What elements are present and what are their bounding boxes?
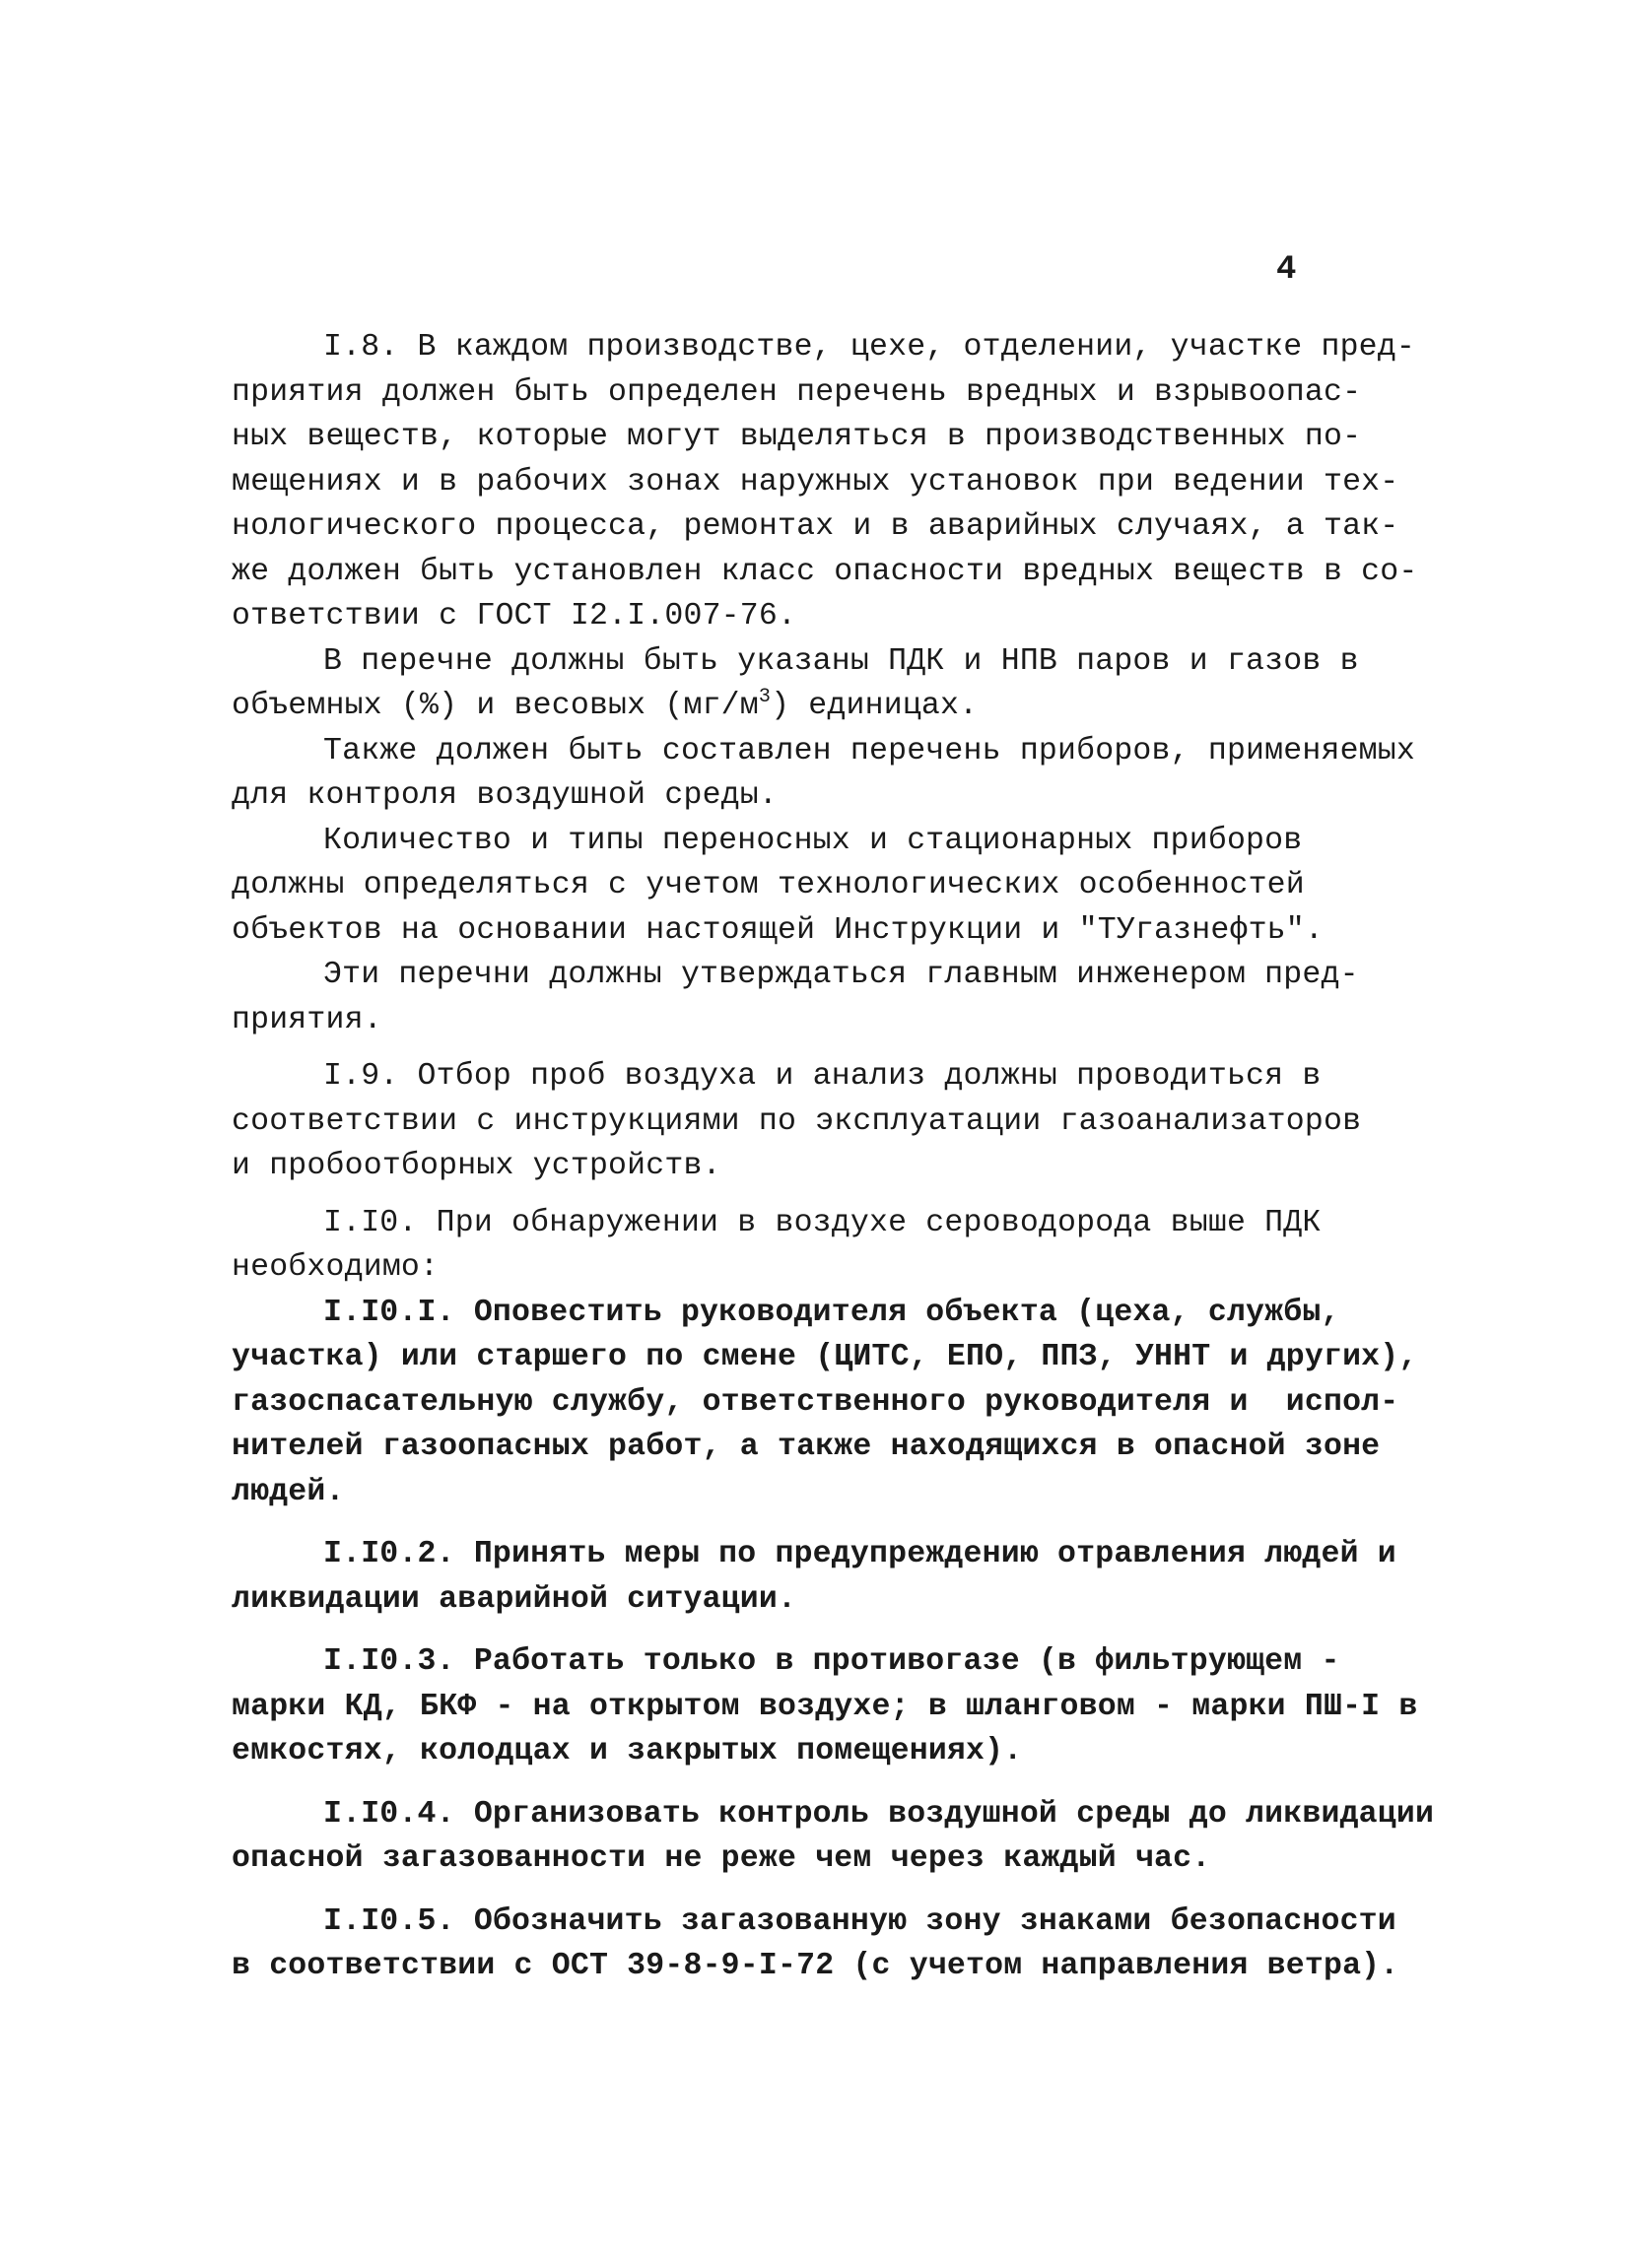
text-line: ликвидации аварийной ситуации. [232, 1581, 797, 1617]
text-line: I.I0.3. Работать только в противогазе (в фильтрующем - [323, 1644, 1340, 1679]
text-fragment: ) единицах. [771, 689, 979, 723]
text-line: мещениях и в рабочих зонах наружных установок при ведении тех- [232, 464, 1399, 500]
text-line: Количество и типы переносных и стационарных приборов [323, 823, 1303, 858]
text-line: нологического процесса, ремонтах и в аварийных случаях, а так- [232, 509, 1399, 544]
text-line: приятия. [232, 1002, 382, 1037]
text-line: I.9. Отбор проб воздуха и анализ должны проводиться в [323, 1059, 1322, 1094]
paragraph-1-8 [232, 325, 1418, 639]
text-line: Эти перечни должны утверждаться главным инженером пред- [323, 958, 1359, 992]
text-line [232, 684, 1385, 729]
paragraph-1-10-5 [232, 1900, 1399, 1989]
paragraph-1-10-3 [232, 1639, 1418, 1774]
text-line: I.I0. При обнаружении в воздухе сероводорода выше ПДК [323, 1205, 1322, 1240]
paragraph-list-contents [232, 639, 1385, 729]
text-line: необходимо: [232, 1250, 440, 1285]
text-fragment: объемных (%) и весовых (мг/м [232, 689, 759, 723]
paragraph-devices [232, 729, 1415, 819]
text-line: I.I0.I. Оповестить руководителя объекта (цеха, службы, [323, 1295, 1340, 1330]
paragraph-approve [232, 953, 1385, 1042]
paragraph-1-10-2 [232, 1532, 1396, 1622]
superscript: 3 [758, 686, 772, 708]
text-line: участка) или старшего по смене (ЦИТС, ЕПО, ППЗ, УННТ и других), [232, 1340, 1418, 1374]
text-line: ных веществ, которые могут выделяться в производственных по- [232, 420, 1362, 454]
text-line: должны определяться с учетом технологических особенностей [232, 868, 1305, 902]
text-line: приятия должен быть определен перечень вредных и взрывоопас- [232, 374, 1362, 410]
text-line: емкостях, колодцах и закрытых помещениях). [232, 1734, 1023, 1768]
text-line: газоспасательную службу, ответственного руководителя и испол- [232, 1384, 1399, 1420]
text-line: ответствии с ГОСТ I2.I.007-76. [232, 599, 797, 634]
text-line: I.8. В каждом производстве, цехе, отделении, участке пред- [323, 330, 1415, 365]
text-line: нителей газоопасных работ, а также находящихся в опасной зоне [232, 1430, 1381, 1464]
paragraph-1-9 [232, 1054, 1385, 1189]
text-line: соответствии с инструкциями по эксплуатации газоанализаторов [232, 1103, 1362, 1139]
text-line: I.I0.4. Организовать контроль воздушной среды до ликвидации [323, 1796, 1435, 1832]
text-line: людей. [232, 1474, 345, 1509]
text-line: Также должен быть составлен перечень приборов, применяемых [323, 733, 1415, 768]
text-line: и пробоотборных устройств. [232, 1149, 721, 1183]
text-line: I.I0.2. Принять меры по предупреждению отравления людей и [323, 1537, 1396, 1571]
text-line: для контроля воздушной среды. [232, 778, 778, 813]
text-line: же должен быть установлен класс опасности вредных веществ в со- [232, 554, 1418, 589]
page-number: 4 [1276, 251, 1297, 289]
text-line: в соответствии с ОСТ 39-8-9-I-72 (с учетом направления ветра). [232, 1949, 1399, 1983]
text-line: объектов на основании настоящей Инструкции и "ТУгазнефть". [232, 912, 1324, 948]
text-line: I.I0.5. Обозначить загазованную зону знаками безопасности [323, 1903, 1396, 1939]
paragraph-count [232, 819, 1385, 954]
document-body [232, 325, 1435, 1989]
paragraph-1-10 [232, 1201, 1385, 1291]
paragraph-1-10-1 [232, 1291, 1418, 1515]
text-line: В перечне должны быть указаны ПДК и НПВ паров и газов в [323, 643, 1359, 679]
text-line: марки КД, БКФ - на открытом воздухе; в шланговом - марки ПШ-I в [232, 1689, 1418, 1724]
text-line: опасной загазованности не реже чем через каждый час. [232, 1841, 1211, 1876]
paragraph-1-10-4 [232, 1792, 1435, 1882]
